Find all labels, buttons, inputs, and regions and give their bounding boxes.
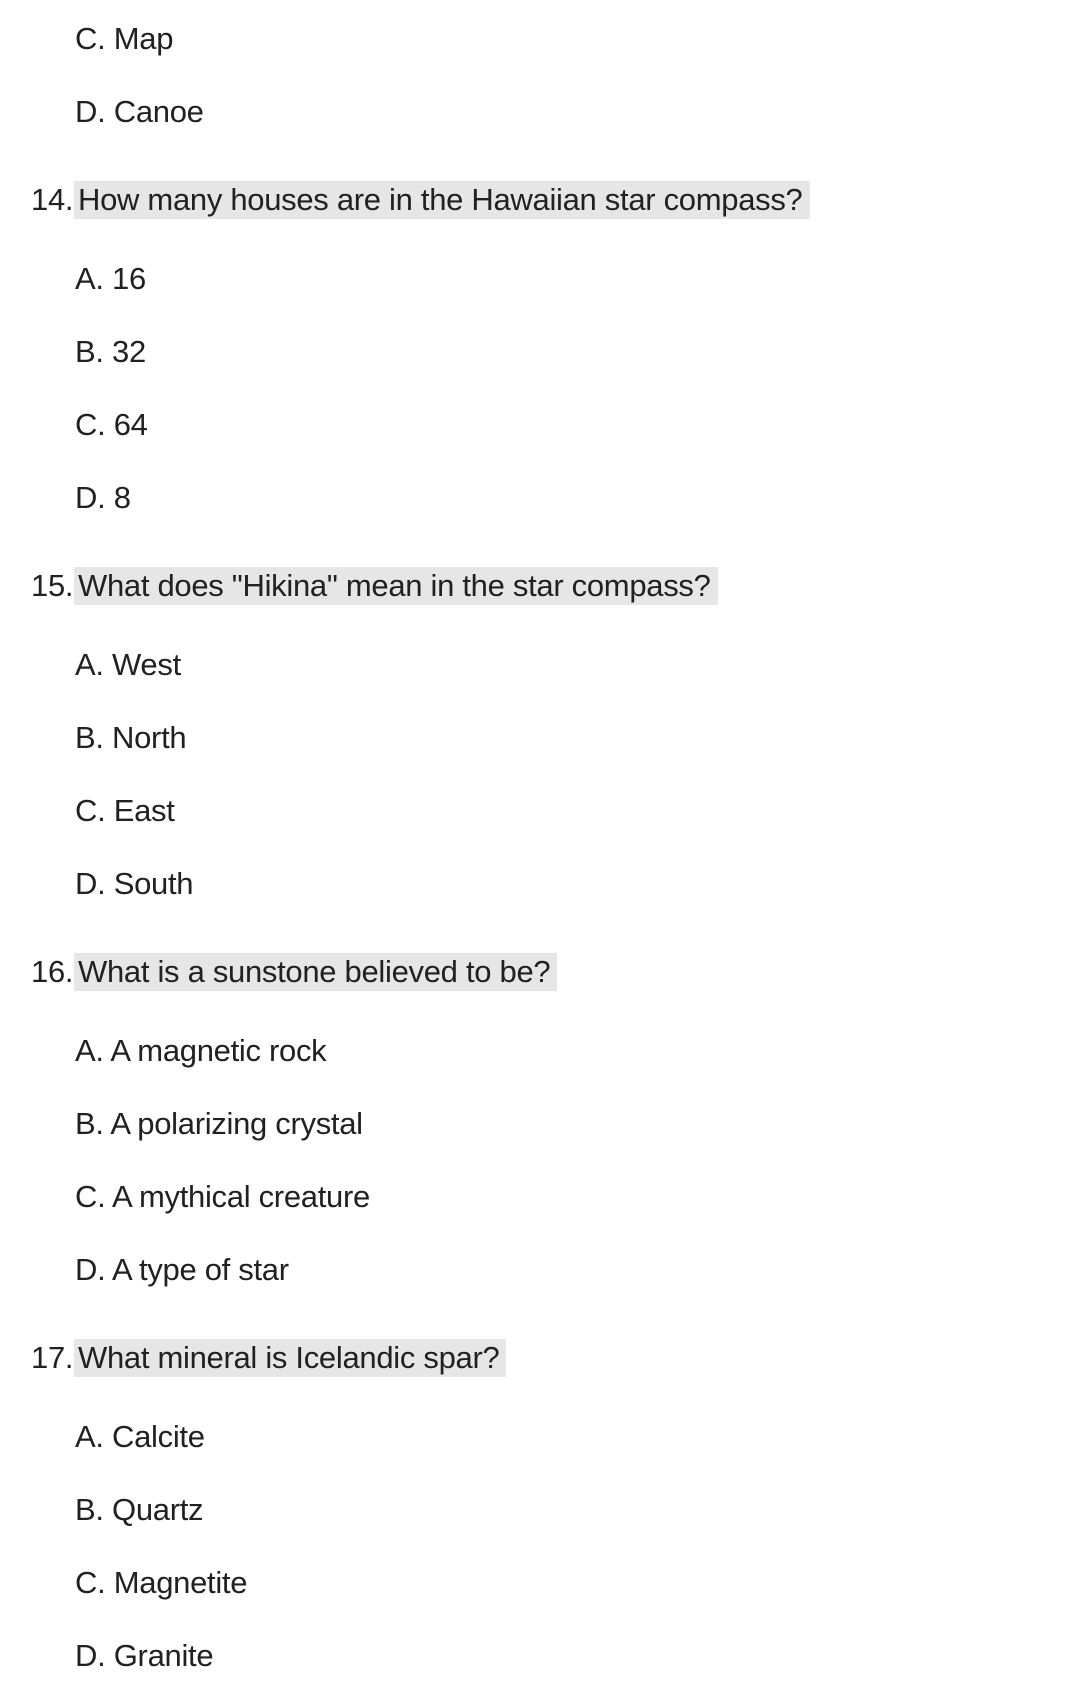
option-row bbox=[0, 479, 1080, 517]
option-letter: A. bbox=[75, 1033, 104, 1068]
option-letter: C. bbox=[75, 1179, 106, 1214]
question-text: What is a sunstone believed to be? bbox=[74, 953, 557, 991]
option-row bbox=[0, 1491, 1080, 1529]
option-text: 8 bbox=[113, 480, 131, 515]
option-row bbox=[0, 719, 1080, 757]
option-text: Granite bbox=[113, 1638, 214, 1673]
option-letter: D. bbox=[75, 866, 106, 901]
option-text: A type of star bbox=[112, 1252, 289, 1287]
option-text: A polarizing crystal bbox=[110, 1106, 363, 1141]
question-number: 14. bbox=[31, 182, 74, 217]
option-letter: B. bbox=[75, 1492, 104, 1527]
option-row bbox=[0, 333, 1080, 371]
question-number: 15. bbox=[31, 568, 74, 603]
option-row bbox=[0, 1637, 1080, 1675]
option-letter: A. bbox=[75, 647, 104, 682]
option-row bbox=[0, 1418, 1080, 1456]
option-row bbox=[0, 646, 1080, 684]
question-number: 17. bbox=[31, 1340, 74, 1375]
option-letter: C. bbox=[75, 21, 106, 56]
option-letter: B. bbox=[75, 720, 104, 755]
option-letter: D. bbox=[75, 480, 106, 515]
option-letter: A. bbox=[75, 261, 104, 296]
option-letter: A. bbox=[75, 1419, 104, 1454]
option-row bbox=[0, 792, 1080, 830]
question-row bbox=[0, 567, 1080, 605]
option-text: South bbox=[113, 866, 194, 901]
option-text: 64 bbox=[113, 407, 148, 442]
option-text: North bbox=[112, 720, 187, 755]
question-text: What mineral is Icelandic spar? bbox=[74, 1339, 506, 1377]
option-text: Canoe bbox=[113, 94, 204, 129]
option-letter: D. bbox=[75, 94, 106, 129]
option-text: West bbox=[112, 647, 181, 682]
option-text: Calcite bbox=[112, 1419, 205, 1454]
option-text: 32 bbox=[112, 334, 146, 369]
option-text: A mythical creature bbox=[112, 1179, 370, 1214]
option-letter: C. bbox=[75, 793, 106, 828]
question-text: How many houses are in the Hawaiian star compass? bbox=[74, 181, 810, 219]
option-letter: B. bbox=[75, 1106, 104, 1141]
option-row bbox=[0, 1251, 1080, 1289]
option-row bbox=[0, 20, 1080, 58]
option-text: A magnetic rock bbox=[110, 1033, 327, 1068]
option-row bbox=[0, 260, 1080, 298]
question-row bbox=[0, 1339, 1080, 1377]
option-row bbox=[0, 1564, 1080, 1602]
option-text: Magnetite bbox=[113, 1565, 248, 1600]
option-letter: D. bbox=[75, 1252, 106, 1287]
question-row bbox=[0, 953, 1080, 991]
option-row bbox=[0, 1178, 1080, 1216]
option-text: Map bbox=[113, 21, 174, 56]
option-row bbox=[0, 93, 1080, 131]
option-text: 16 bbox=[112, 261, 146, 296]
option-letter: B. bbox=[75, 334, 104, 369]
question-row bbox=[0, 181, 1080, 219]
option-row bbox=[0, 406, 1080, 444]
option-row bbox=[0, 865, 1080, 903]
option-letter: D. bbox=[75, 1638, 106, 1673]
option-text: East bbox=[113, 793, 175, 828]
option-row bbox=[0, 1032, 1080, 1070]
option-letter: C. bbox=[75, 407, 106, 442]
option-letter: C. bbox=[75, 1565, 106, 1600]
question-text: What does "Hikina" mean in the star compass? bbox=[74, 567, 718, 605]
question-number: 16. bbox=[31, 954, 74, 989]
option-row bbox=[0, 1105, 1080, 1143]
option-text: Quartz bbox=[112, 1492, 204, 1527]
